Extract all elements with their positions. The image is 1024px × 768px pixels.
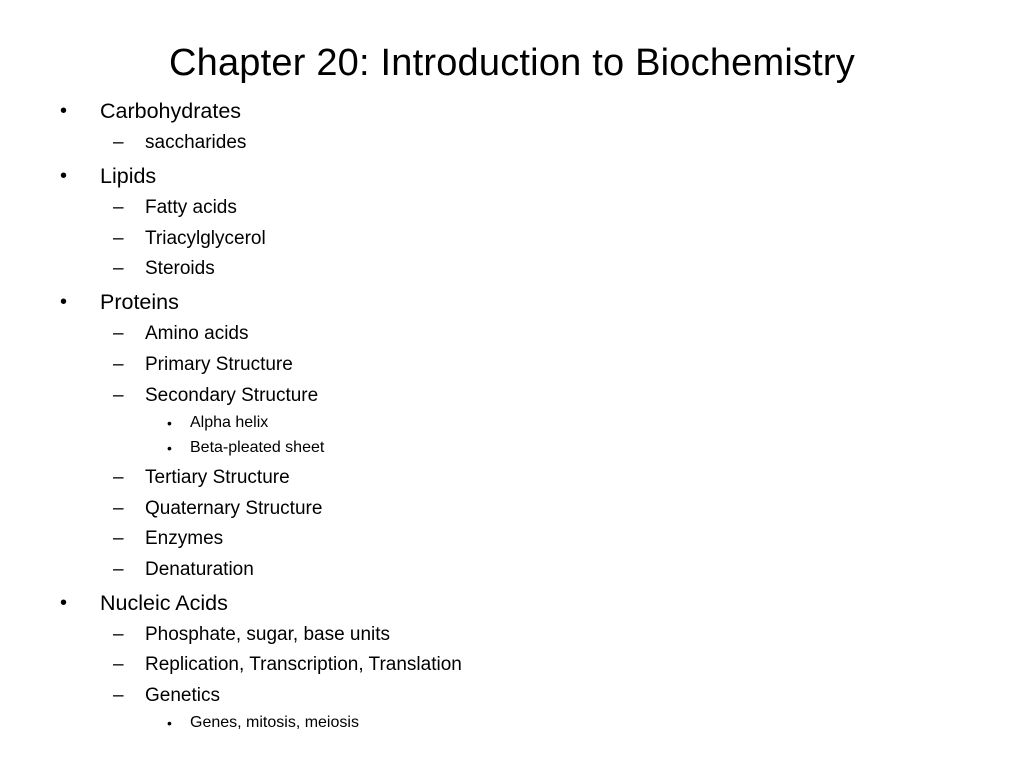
outline-subitem-label: Enzymes: [145, 528, 224, 549]
dash-icon: –: [113, 197, 124, 218]
dash-icon: –: [113, 228, 124, 249]
outline-item-label: Proteins: [100, 290, 179, 314]
dash-icon: –: [113, 654, 124, 675]
dash-icon: –: [113, 258, 124, 279]
dash-icon: –: [113, 467, 124, 488]
outline-subsubitem-label: Genes, mitosis, meiosis: [190, 714, 359, 731]
outline-subsubitem-label: Alpha helix: [190, 414, 269, 431]
outline-subitem-label: Tertiary Structure: [145, 467, 290, 488]
dash-icon: –: [113, 624, 124, 645]
outline-subitem-label: Quaternary Structure: [145, 498, 323, 519]
outline-subitem-label: Denaturation: [145, 559, 254, 580]
dash-icon: –: [113, 323, 124, 344]
outline-subitem-label: Phosphate, sugar, base units: [145, 624, 391, 645]
dash-icon: –: [113, 132, 124, 153]
dash-icon: –: [113, 385, 124, 406]
bullet-icon: •: [60, 592, 68, 614]
small-bullet-icon: •: [167, 440, 172, 456]
outline-subitem-label: Genetics: [145, 685, 220, 706]
dash-icon: –: [113, 559, 124, 580]
outline-subitem-label: Secondary Structure: [145, 385, 319, 406]
outline-subitem-label: Triacylglycerol: [145, 228, 266, 249]
outline-subsubitem-label: Beta-pleated sheet: [190, 439, 325, 456]
outline-item-label: Lipids: [100, 164, 157, 188]
outline-subitem-label: Primary Structure: [145, 354, 293, 375]
outline-subitem-label: Replication, Transcription, Translation: [145, 654, 462, 675]
outline-subitem-label: Amino acids: [145, 323, 249, 344]
outline-item-label: Nucleic Acids: [100, 591, 228, 615]
outline-subitem-label: Fatty acids: [145, 197, 237, 218]
dash-icon: –: [113, 498, 124, 519]
outline-subitem-label: saccharides: [145, 132, 247, 153]
dash-icon: –: [113, 685, 124, 706]
bullet-icon: •: [60, 291, 68, 313]
dash-icon: –: [113, 354, 124, 375]
bullet-icon: •: [60, 165, 68, 187]
outline-subitem-label: Steroids: [145, 258, 215, 279]
small-bullet-icon: •: [167, 715, 172, 731]
bullet-icon: •: [60, 100, 68, 122]
outline-item-label: Carbohydrates: [100, 99, 242, 123]
small-bullet-icon: •: [167, 415, 172, 431]
slide-title: Chapter 20: Introduction to Biochemistry: [168, 42, 855, 84]
dash-icon: –: [113, 528, 124, 549]
